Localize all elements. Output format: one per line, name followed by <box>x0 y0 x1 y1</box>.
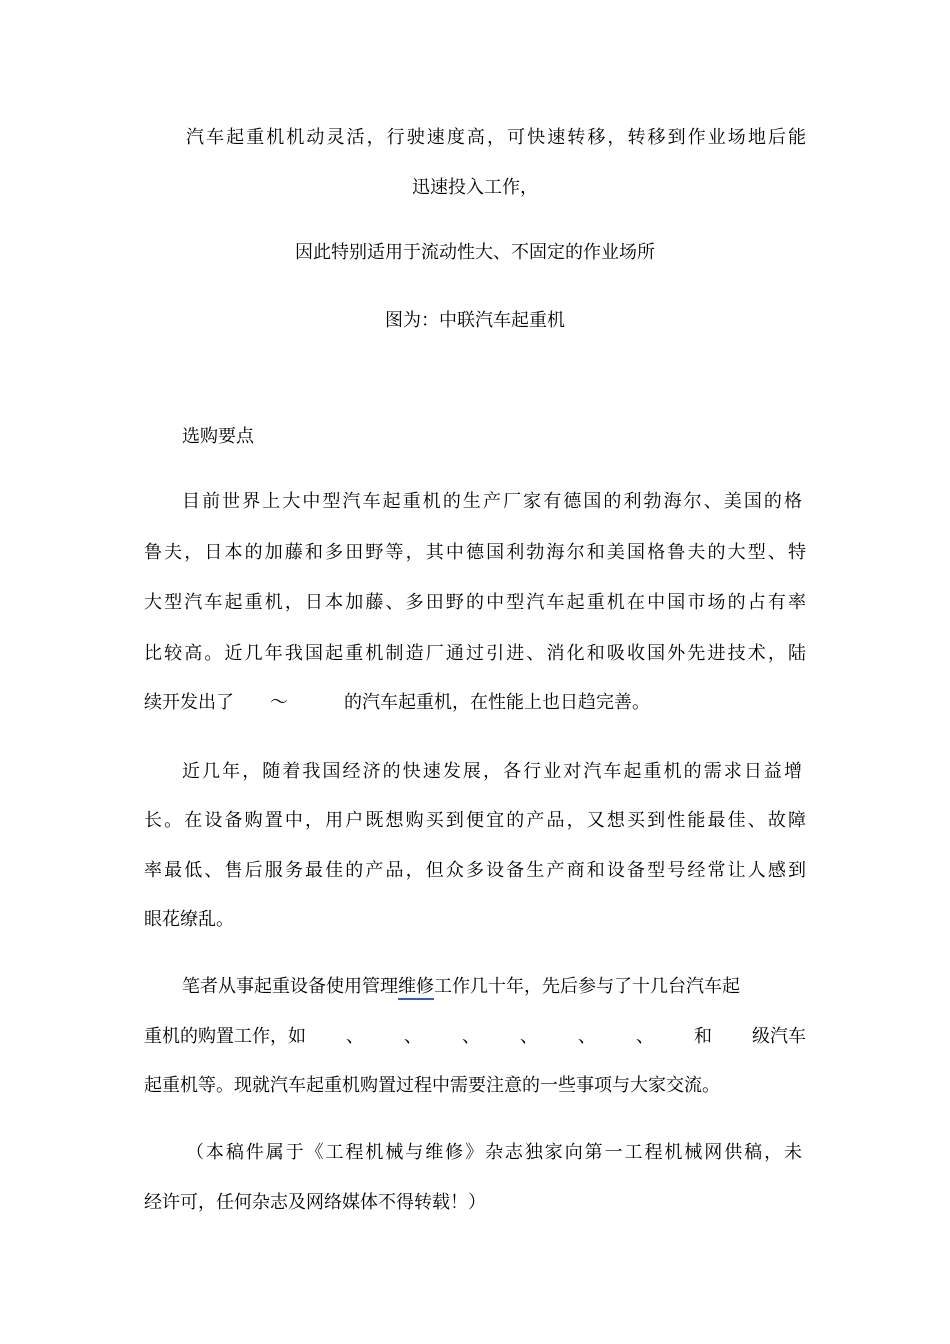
section-heading: 选购要点 <box>182 426 254 447</box>
para2-line-3: 率最低、售后服务最佳的产品，但众多设备生产商和设备型号经常让人感到 <box>144 860 806 881</box>
para1-line-2: 鲁夫，日本的加藤和多田野等，其中德国利勃海尔和美国格鲁夫的大型、特 <box>144 542 806 563</box>
para3-line-2-seg: 、 <box>636 1026 654 1047</box>
para3-line-2-seg: 重机的购置工作，如 <box>144 1026 306 1047</box>
para2-line-2: 长。在设备购置中，用户既想购买到便宜的产品，又想买到性能最佳、故障 <box>144 810 806 831</box>
caption-line-3: 因此特别适用于流动性大、不固定的作业场所 <box>295 242 655 263</box>
para1-line-5c: 的汽车起重机，在性能上也日趋完善。 <box>344 692 650 713</box>
note-line-1: （本稿件属于《工程机械与维修》杂志独家向第一工程机械网供稿，未 <box>186 1142 802 1163</box>
para3-line-2-seg: 、 <box>462 1026 480 1047</box>
para3-line-2-seg: 级汽车 <box>752 1026 806 1047</box>
para1-line-1: 目前世界上大中型汽车起重机的生产厂家有德国的利勃海尔、美国的格 <box>182 491 802 512</box>
para1-line-5-tilde: ～ <box>270 692 288 713</box>
para3-line-2-seg: 、 <box>404 1026 422 1047</box>
para3-line-1 <box>182 974 740 1000</box>
para3-line-2-seg: 、 <box>578 1026 596 1047</box>
para1-line-4: 比较高。近几年我国起重机制造厂通过引进、消化和吸收国外先进技术，陆 <box>144 643 806 664</box>
para3-line-1-a: 笔者从事起重设备使用管理 <box>182 976 398 997</box>
repair-link[interactable]: 维修 <box>398 976 434 1000</box>
para1-line-5a: 续开发出了 <box>144 692 234 713</box>
caption-line-1: 汽车起重机机动灵活，行驶速度高，可快速转移，转移到作业场地后能 <box>186 127 806 148</box>
para3-line-2 <box>144 1024 806 1050</box>
para3-line-1-b: 工作几十年，先后参与了十几台汽车起 <box>434 976 740 997</box>
para2-line-1: 近几年，随着我国经济的快速发展，各行业对汽车起重机的需求日益增 <box>182 761 802 782</box>
note-line-2: 经许可，任何杂志及网络媒体不得转载！） <box>144 1192 486 1213</box>
para3-line-2-seg: 、 <box>346 1026 364 1047</box>
para3-line-3: 起重机等。现就汽车起重机购置过程中需要注意的一些事项与大家交流。 <box>144 1075 720 1096</box>
para3-line-2-seg: 、 <box>520 1026 538 1047</box>
para1-line-3: 大型汽车起重机，日本加藤、多田野的中型汽车起重机在中国市场的占有率 <box>144 592 806 613</box>
image-caption: 图为：中联汽车起重机 <box>385 310 565 331</box>
para2-line-4: 眼花缭乱。 <box>144 909 234 930</box>
para3-line-2-seg: 和 <box>694 1026 712 1047</box>
caption-line-2: 迅速投入工作， <box>412 177 538 198</box>
